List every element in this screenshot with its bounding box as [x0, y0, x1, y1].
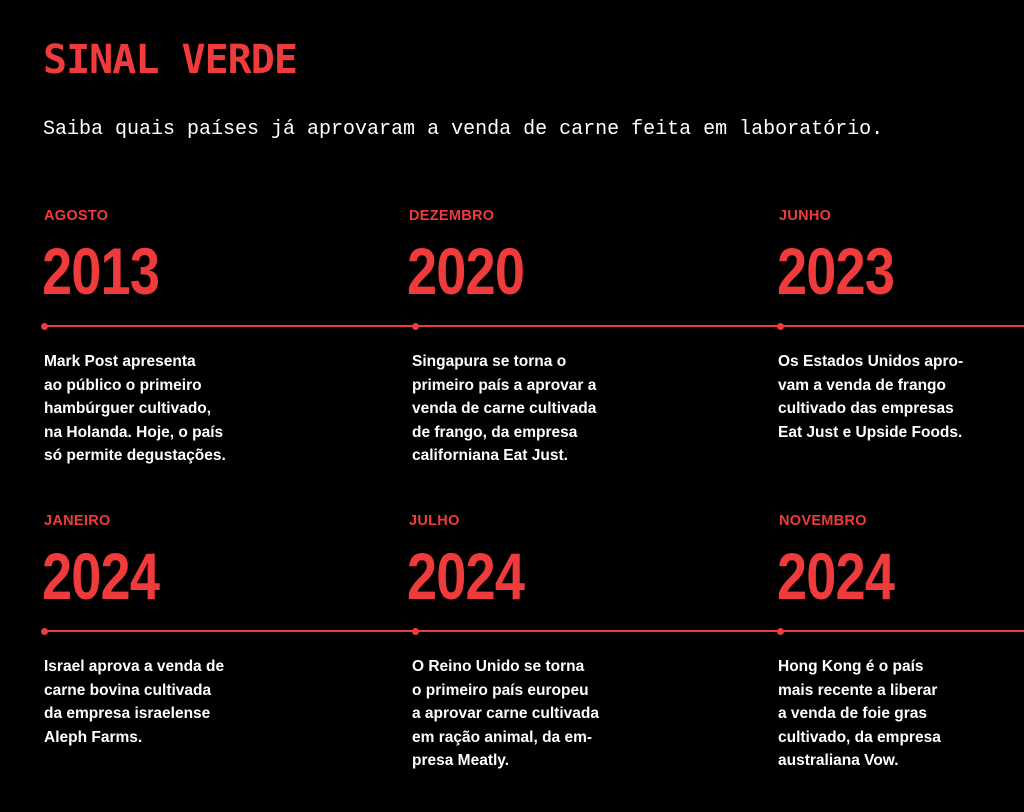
event-description-line: australiana Vow. — [778, 752, 899, 769]
event-description-line: Singapura se torna o — [412, 353, 567, 370]
event-description-line: só permite degustações. — [44, 447, 226, 464]
event-description-line: de frango, da empresa — [412, 423, 578, 441]
page-title: SINAL VERDE — [43, 37, 297, 83]
timeline-marker-dot — [41, 628, 48, 635]
event-description-line: Israel aprova a venda de — [44, 658, 225, 675]
event-description-line: primeiro país a aprovar a — [412, 376, 597, 394]
event-description-line: Hong Kong é o país — [778, 658, 924, 675]
timeline-marker-dot — [777, 628, 784, 635]
event-year: 2013 — [42, 234, 160, 308]
timeline-axis-line — [44, 325, 1024, 327]
event-year: 2023 — [777, 234, 895, 308]
event-month: JULHO — [409, 513, 460, 529]
event-description — [44, 655, 274, 749]
event-month: AGOSTO — [44, 208, 109, 224]
timeline-marker-dot — [41, 323, 48, 330]
event-description-line: Os Estados Unidos apro- — [778, 353, 964, 370]
event-description — [412, 350, 642, 468]
event-description-line: o primeiro país europeu — [412, 681, 589, 699]
event-description — [778, 655, 1008, 773]
event-description-line: californiana Eat Just. — [412, 447, 568, 464]
event-month: DEZEMBRO — [409, 208, 495, 224]
timeline-marker-dot — [412, 628, 419, 635]
page-subtitle: Saiba quais países já aprovaram a venda de carne feita em laboratório. — [43, 118, 884, 141]
event-description-line: Eat Just e Upside Foods. — [778, 423, 963, 441]
event-description — [412, 655, 642, 773]
event-description-line: cultivado das empresas — [778, 400, 954, 417]
event-description-line: a aprovar carne cultivada — [412, 705, 599, 722]
event-description-line: da empresa israelense — [44, 705, 211, 722]
event-description-line: cultivado, da empresa — [778, 728, 941, 746]
event-description-line: em ração animal, da em- — [412, 728, 593, 746]
event-description — [778, 350, 1008, 444]
event-description-line: O Reino Unido se torna — [412, 658, 585, 675]
event-year: 2024 — [777, 539, 895, 613]
timeline-marker-dot — [412, 323, 419, 330]
event-description — [44, 350, 274, 468]
event-month: NOVEMBRO — [779, 513, 867, 529]
event-description-line: a venda de foie gras — [778, 705, 928, 722]
event-description-line: vam a venda de frango — [778, 376, 946, 394]
event-description-line: Mark Post apresenta — [44, 353, 196, 370]
event-description-line: presa Meatly. — [412, 752, 510, 769]
event-year: 2020 — [407, 234, 525, 308]
event-description-line: Aleph Farms. — [44, 728, 143, 746]
event-description-line: ao público o primeiro — [44, 376, 202, 394]
event-month: JANEIRO — [44, 513, 111, 529]
event-description-line: hambúrguer cultivado, — [44, 400, 212, 417]
event-description-line: na Holanda. Hoje, o país — [44, 423, 224, 441]
timeline-axis-line — [44, 630, 1024, 632]
event-year: 2024 — [42, 539, 160, 613]
event-description-line: mais recente a liberar — [778, 681, 938, 699]
timeline-marker-dot — [777, 323, 784, 330]
event-month: JUNHO — [779, 208, 832, 224]
event-description-line: venda de carne cultivada — [412, 400, 597, 417]
event-year: 2024 — [407, 539, 525, 613]
event-description-line: carne bovina cultivada — [44, 681, 212, 699]
